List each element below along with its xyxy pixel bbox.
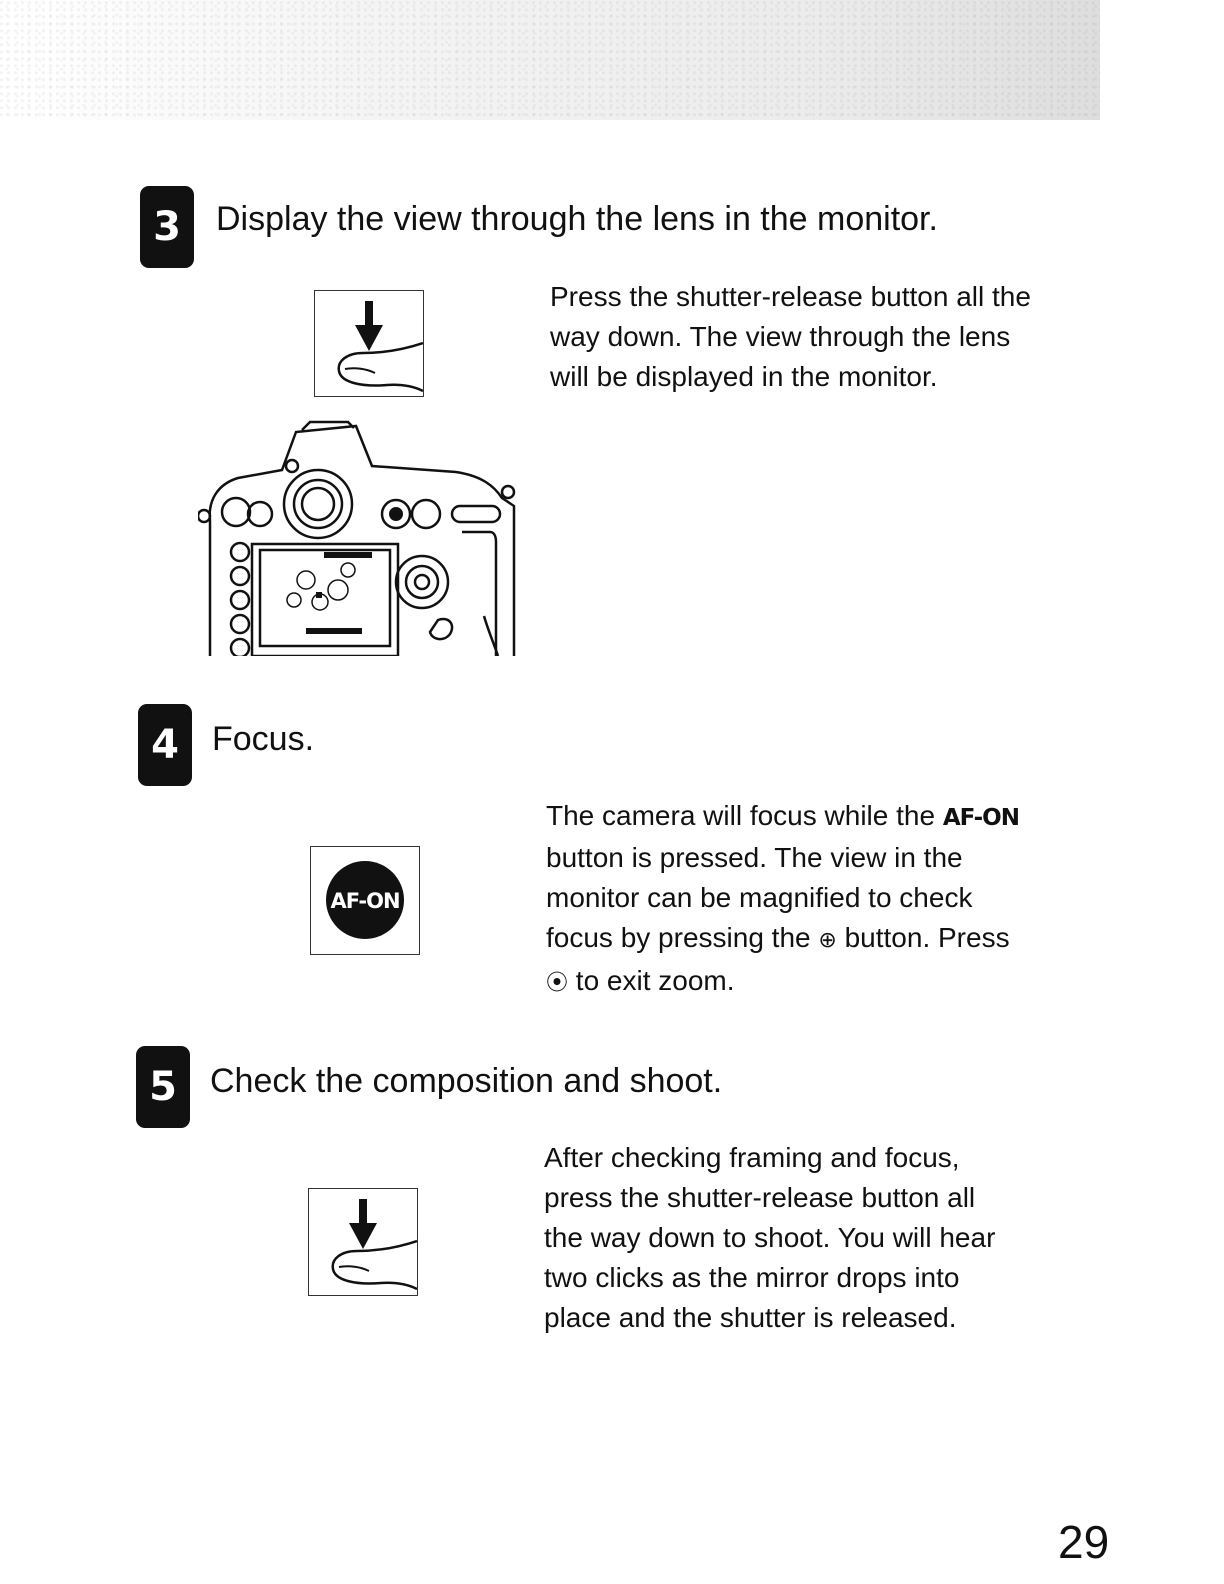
text-fragment: button. Press (844, 922, 1010, 953)
step-badge-5: 5 (136, 1046, 190, 1128)
af-on-button-icon (310, 846, 420, 955)
text-line: monitor can be magnified to check (546, 882, 973, 913)
text-line: Press the shutter-release button all the (550, 281, 1031, 312)
step-3-text (550, 277, 1031, 397)
af-on-inline-label: AF-ON (942, 805, 1019, 831)
step-badge-4: 4 (138, 704, 192, 786)
text-fragment: to exit zoom. (575, 965, 735, 996)
text-line: After checking framing and focus, (544, 1142, 960, 1173)
header-band (0, 0, 1100, 120)
af-on-icon-label: AF-ON (330, 888, 400, 913)
text-line: press the shutter-release button all (544, 1182, 976, 1213)
camera-back-live-view-icon (198, 420, 520, 661)
text-line (546, 965, 735, 996)
page-number: 29 (1058, 1516, 1110, 1568)
text-fragment: focus by pressing the (546, 922, 811, 953)
text-line: the way down to shoot. You will hear (544, 1222, 996, 1253)
shutter-press-icon (314, 290, 424, 397)
step-badge-3: 3 (140, 186, 194, 268)
text-line: way down. The view through the lens (550, 321, 1011, 352)
step-3-title: Display the view through the lens in the monitor. (216, 200, 938, 238)
text-line: two clicks as the mirror drops into (544, 1262, 960, 1293)
text-line (546, 922, 1010, 953)
ok-icon: ⦿ (546, 971, 569, 996)
text-line: button is pressed. The view in the (546, 842, 963, 873)
text-line: place and the shutter is released. (544, 1302, 957, 1333)
shutter-press-icon (308, 1188, 418, 1296)
step-4-title: Focus. (212, 720, 315, 758)
step-4-text (546, 796, 1019, 1004)
text-line (546, 800, 1019, 831)
step-5-text (544, 1138, 995, 1338)
step-5-title: Check the composition and shoot. (210, 1062, 723, 1100)
text-line: will be displayed in the monitor. (550, 361, 938, 392)
text-fragment: The camera will focus while the (546, 800, 936, 831)
zoom-in-icon: ⊕ (818, 928, 837, 953)
